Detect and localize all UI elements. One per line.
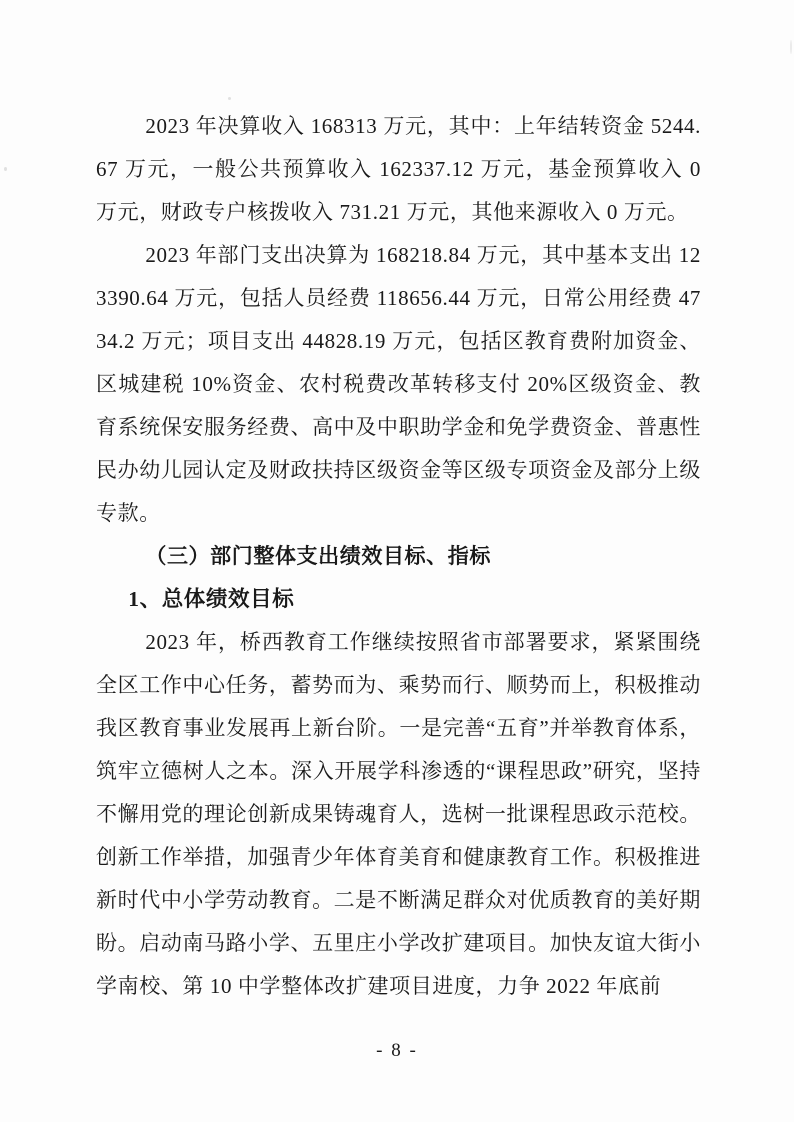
- paragraph-final-accounts-income: 2023 年决算收入 168313 万元，其中：上年结转资金 5244.67 万元，一般公共预算收入 162337.12 万元，基金预算收入 0 万元，财政专户核拨收入 731.21 万元，其他来源收入 0 万元。: [96, 114, 701, 224]
- paragraph-department-expenditure: 2023 年部门支出决算为 168218.84 万元，其中基本支出 123390.64 万元，包括人员经费 118656.44 万元，日常公用经费 4734.2 万元；项目支出 44828.19 万元，包括区教育费附加资金、区城建税 10%资金、农村税费改革转移支付 20%区级资金、教育系统保安服务经费、高中及中职助学金和免学费资金、普惠性民办幼儿园认定及财政扶持区级资金等区级专项资金及部分上级专款。: [96, 243, 701, 525]
- heading-overall-performance-goal: 1、总体绩效目标: [128, 587, 295, 611]
- paragraph-overall-goal-description: 2023 年，桥西教育工作继续按照省市部署要求，紧紧围绕全区工作中心任务，蓄势而为、乘势而行、顺势而上，积极推动我区教育事业发展再上新台阶。一是完善“五育”并举教育体系，筑牢立德树人之本。深入开展学科渗透的“课程思政”研究，坚持不懈用党的理论创新成果铸魂育人，选树一批课程思政示范校。创新工作举措，加强青少年体育美育和健康教育工作。积极推进新时代中小学劳动教育。二是不断满足群众对优质教育的美好期盼。启动南马路小学、五里庄小学改扩建项目。加快友谊大街小学南校、第 10 中学整体改扩建项目进度，力争 2022 年底前: [96, 630, 701, 998]
- scan-speck: [228, 97, 231, 100]
- scan-speck: [4, 167, 7, 171]
- scan-speck: [790, 40, 792, 54]
- heading-section-three-performance-targets: （三）部门整体支出绩效目标、指标: [145, 544, 491, 568]
- page-number: - 8 -: [376, 1040, 418, 1061]
